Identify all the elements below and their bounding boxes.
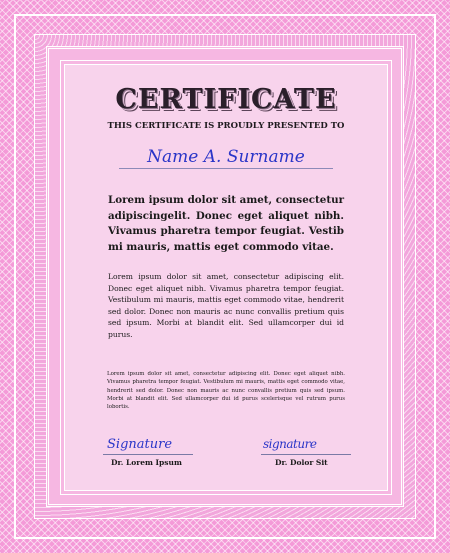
signer-label-right: Dr. Dolor Sit (275, 458, 328, 467)
body-paragraph-large: Lorem ipsum dolor sit amet, consectetur adipiscingelit. Donec eget aliquet nibh. Vivamus pharetra tempor feugiat. Vestib mi mauris, mattis eget commodo vitae. (108, 194, 344, 253)
signature-right: signature (263, 437, 317, 451)
certificate-panel (64, 64, 388, 491)
signature-left: Signature (107, 437, 173, 452)
certificate-title: CERTIFICATE (115, 84, 337, 115)
recipient-name: Name A. Surname (147, 147, 305, 167)
body-paragraph-medium: Lorem ipsum dolor sit amet, consectetur adipiscing elit. Donec eget aliquet nibh. Vivamus pharetra tempor feugiat. Vestibulum mi mauris, mattis eget commodo vitae, hendrerit sed dolor. Donec non mauris ac nunc convallis pretium quis sed ipsum. Morbi at blandit elit. Sed ullamcorper dui id purus. (108, 272, 344, 339)
name-underline (119, 168, 333, 169)
presented-to-subtitle: THIS CERTIFICATE IS PROUDLY PRESENTED TO (107, 121, 345, 131)
signer-label-left: Dr. Lorem Ipsum (111, 458, 182, 467)
signature-line-left (103, 454, 193, 455)
signature-line-right (261, 454, 351, 455)
body-paragraph-small: Lorem ipsum dolor sit amet, consectetur adipiscing elit. Donec eget aliquet nibh. Vivamus pharetra tempor feugiat. Vestibulum mi mauris, mattis eget commodo vitae, hendrerit sed dolor. Donec non mauris ac nunc convallis pretium quis sed ipsum. Morbi at blandit elit. Sed ullamcorper dui id purus scelerisque vel rutrum purus lobortis. (107, 371, 345, 411)
